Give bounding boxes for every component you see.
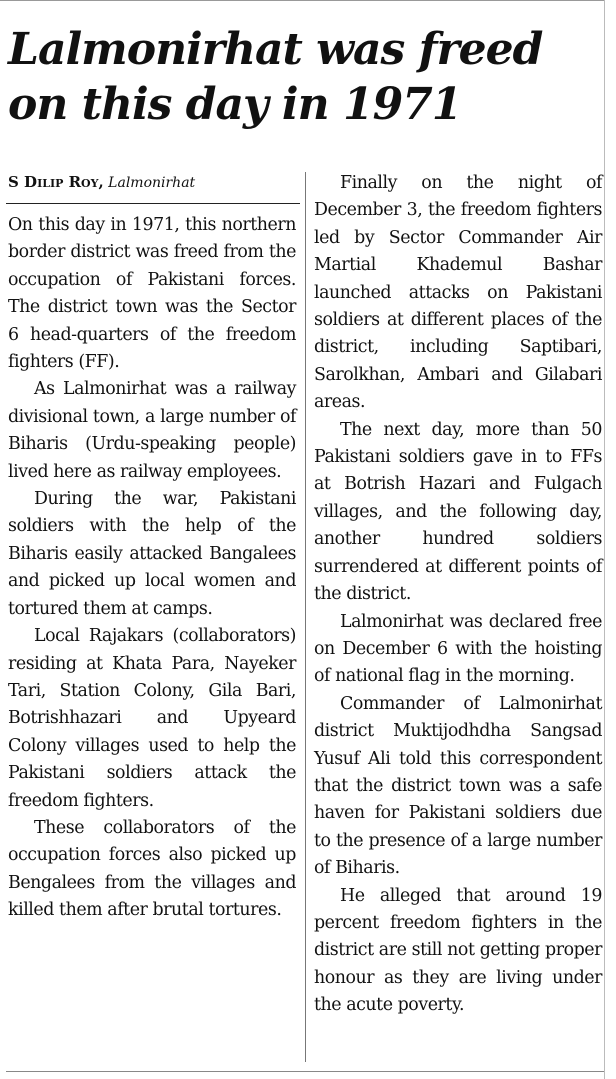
right-column	[314, 170, 602, 1020]
bottom-rule	[6, 1071, 604, 1072]
byline-author: S Dilip Roy,	[8, 173, 104, 191]
byline-rule	[6, 203, 300, 204]
paragraph: Lalmonirhat was declared free on December 6 with the hoisting of national flag in the morning.	[314, 611, 602, 687]
paragraph: On this day in 1971, this northern border district was freed from the occupation of Pakistani forces. The district town was the Sector 6 head-quarters of the freedom fighters (FF).	[8, 215, 296, 373]
paragraph: Local Rajakars (collaborators) residing at Khata Para, Nayeker Tari, Station Colony, Gila Bari, Botrishhazari and Upyeard Colony villages used to help the Pakistani soldiers attack the freedom fighters.	[8, 626, 296, 811]
paragraph: Finally on the night of December 3, the freedom fighters led by Sector Commander Air Martial Khademul Bashar launched attacks on Pakistani soldiers at different places of the district, including Saptibari, Sarolkhan, Ambari and Gilabari areas.	[314, 173, 602, 413]
paragraph: Commander of Lalmonirhat district Muktijodhdha Sangsad Yusuf Ali told this correspondent that the district town was a safe haven for Pakistani soldiers due to the presence of a large number of Biharis.	[314, 693, 602, 879]
paragraph: He alleged that around 19 percent freedom fighters in the district are still not getting proper honour as they are living under the acute poverty.	[314, 885, 602, 1016]
column-divider	[305, 172, 306, 1062]
paragraph: As Lalmonirhat was a railway divisional town, a large number of Biharis (Urdu-speaking people) lived here as railway employees.	[8, 379, 296, 482]
top-rule	[0, 0, 605, 1]
paragraph: During the war, Pakistani soldiers with the help of the Biharis easily attacked Bangalees and picked up local women and tortured them at camps.	[8, 489, 296, 619]
byline	[8, 172, 298, 193]
paragraph: The next day, more than 50 Pakistani soldiers gave in to FFs at Botrish Hazari and Fulgach villages, and the following day, another hundred soldiers surrendered at different points of the district.	[314, 419, 602, 605]
right-rule	[604, 0, 605, 1079]
left-column	[8, 212, 296, 925]
headline: Lalmonirhat was freed on this day in 1971	[8, 24, 543, 130]
byline-place: Lalmonirhat	[108, 175, 196, 191]
paragraph: These collaborators of the occupation forces also picked up Bengalees from the villages and killed them after brutal tortures.	[8, 817, 296, 921]
